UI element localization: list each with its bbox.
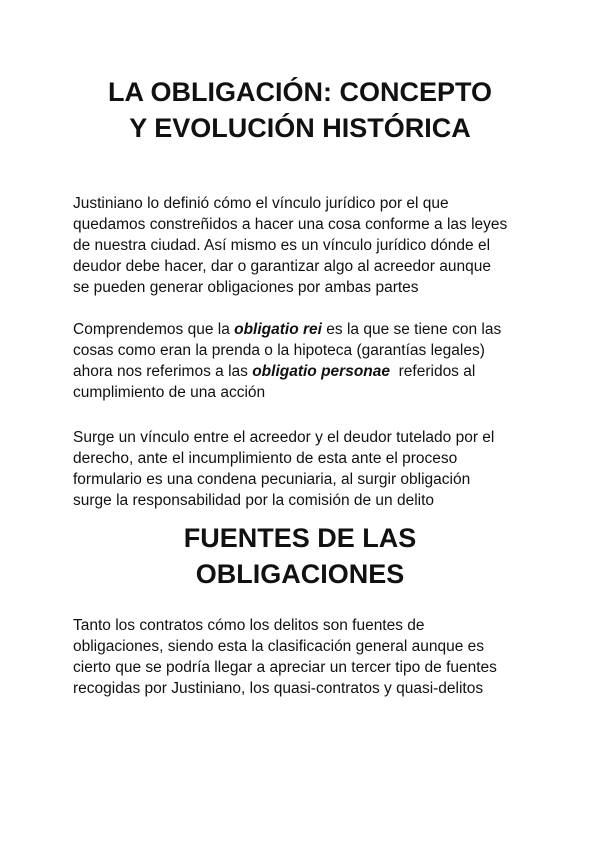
text-line: Justiniano lo definió cómo el vínculo jurídico por el que xyxy=(73,195,449,212)
term-obligatio-personae: obligatio personae xyxy=(252,363,391,380)
text-line: de nuestra ciudad. Así mismo es un vínculo jurídico dónde el xyxy=(73,237,491,254)
text-line: cumplimiento de una acción xyxy=(73,384,266,401)
term-obligatio-rei: obligatio rei xyxy=(234,321,322,338)
text-fragment: ahora nos referimos a las xyxy=(73,363,253,380)
text-line: Surge un vínculo entre el acreedor y el deudor tutelado por el xyxy=(73,429,495,446)
text-line: formulario es una condena pecuniaria, al surgir obligación xyxy=(73,471,471,488)
text-line xyxy=(73,361,543,382)
title-line: Y EVOLUCIÓN HISTÓRICA xyxy=(129,113,471,143)
text-line: Tanto los contratos cómo los delitos son fuentes de xyxy=(73,617,425,634)
text-fragment: es la que se tiene con las xyxy=(321,321,502,338)
paragraph-obligatio-types xyxy=(73,319,543,403)
text-line: derecho, ante el incumplimiento de esta ante el proceso xyxy=(73,450,458,467)
section-title-fuentes xyxy=(40,520,560,592)
section-title-obligacion xyxy=(40,74,560,146)
title-line: FUENTES DE LAS xyxy=(183,523,417,553)
text-line: surge la responsabilidad por la comisión de un delito xyxy=(73,492,435,509)
paragraph-fuentes xyxy=(73,615,543,699)
text-line: obligaciones, siendo esta la clasificación general aunque es xyxy=(73,638,485,655)
paragraph-definition xyxy=(73,193,543,298)
text-line: deudor debe hacer, dar o garantizar algo al acreedor aunque xyxy=(73,258,491,275)
text-line: cosas como eran la prenda o la hipoteca (garantías legales) xyxy=(73,342,485,359)
text-line: quedamos constreñidos a hacer una cosa conforme a las leyes xyxy=(73,216,508,233)
text-line: cierto que se podría llegar a apreciar un tercer tipo de fuentes xyxy=(73,659,497,676)
text-fragment: Comprendemos que la xyxy=(73,321,235,338)
text-line xyxy=(73,319,543,340)
text-line: recogidas por Justiniano, los quasi-contratos y quasi-delitos xyxy=(73,680,484,697)
title-line: LA OBLIGACIÓN: CONCEPTO xyxy=(108,77,492,107)
title-line: OBLIGACIONES xyxy=(195,559,405,589)
text-line: se pueden generar obligaciones por ambas partes xyxy=(73,279,419,296)
text-fragment: referidos al xyxy=(390,363,476,380)
paragraph-vinculo xyxy=(73,427,543,511)
